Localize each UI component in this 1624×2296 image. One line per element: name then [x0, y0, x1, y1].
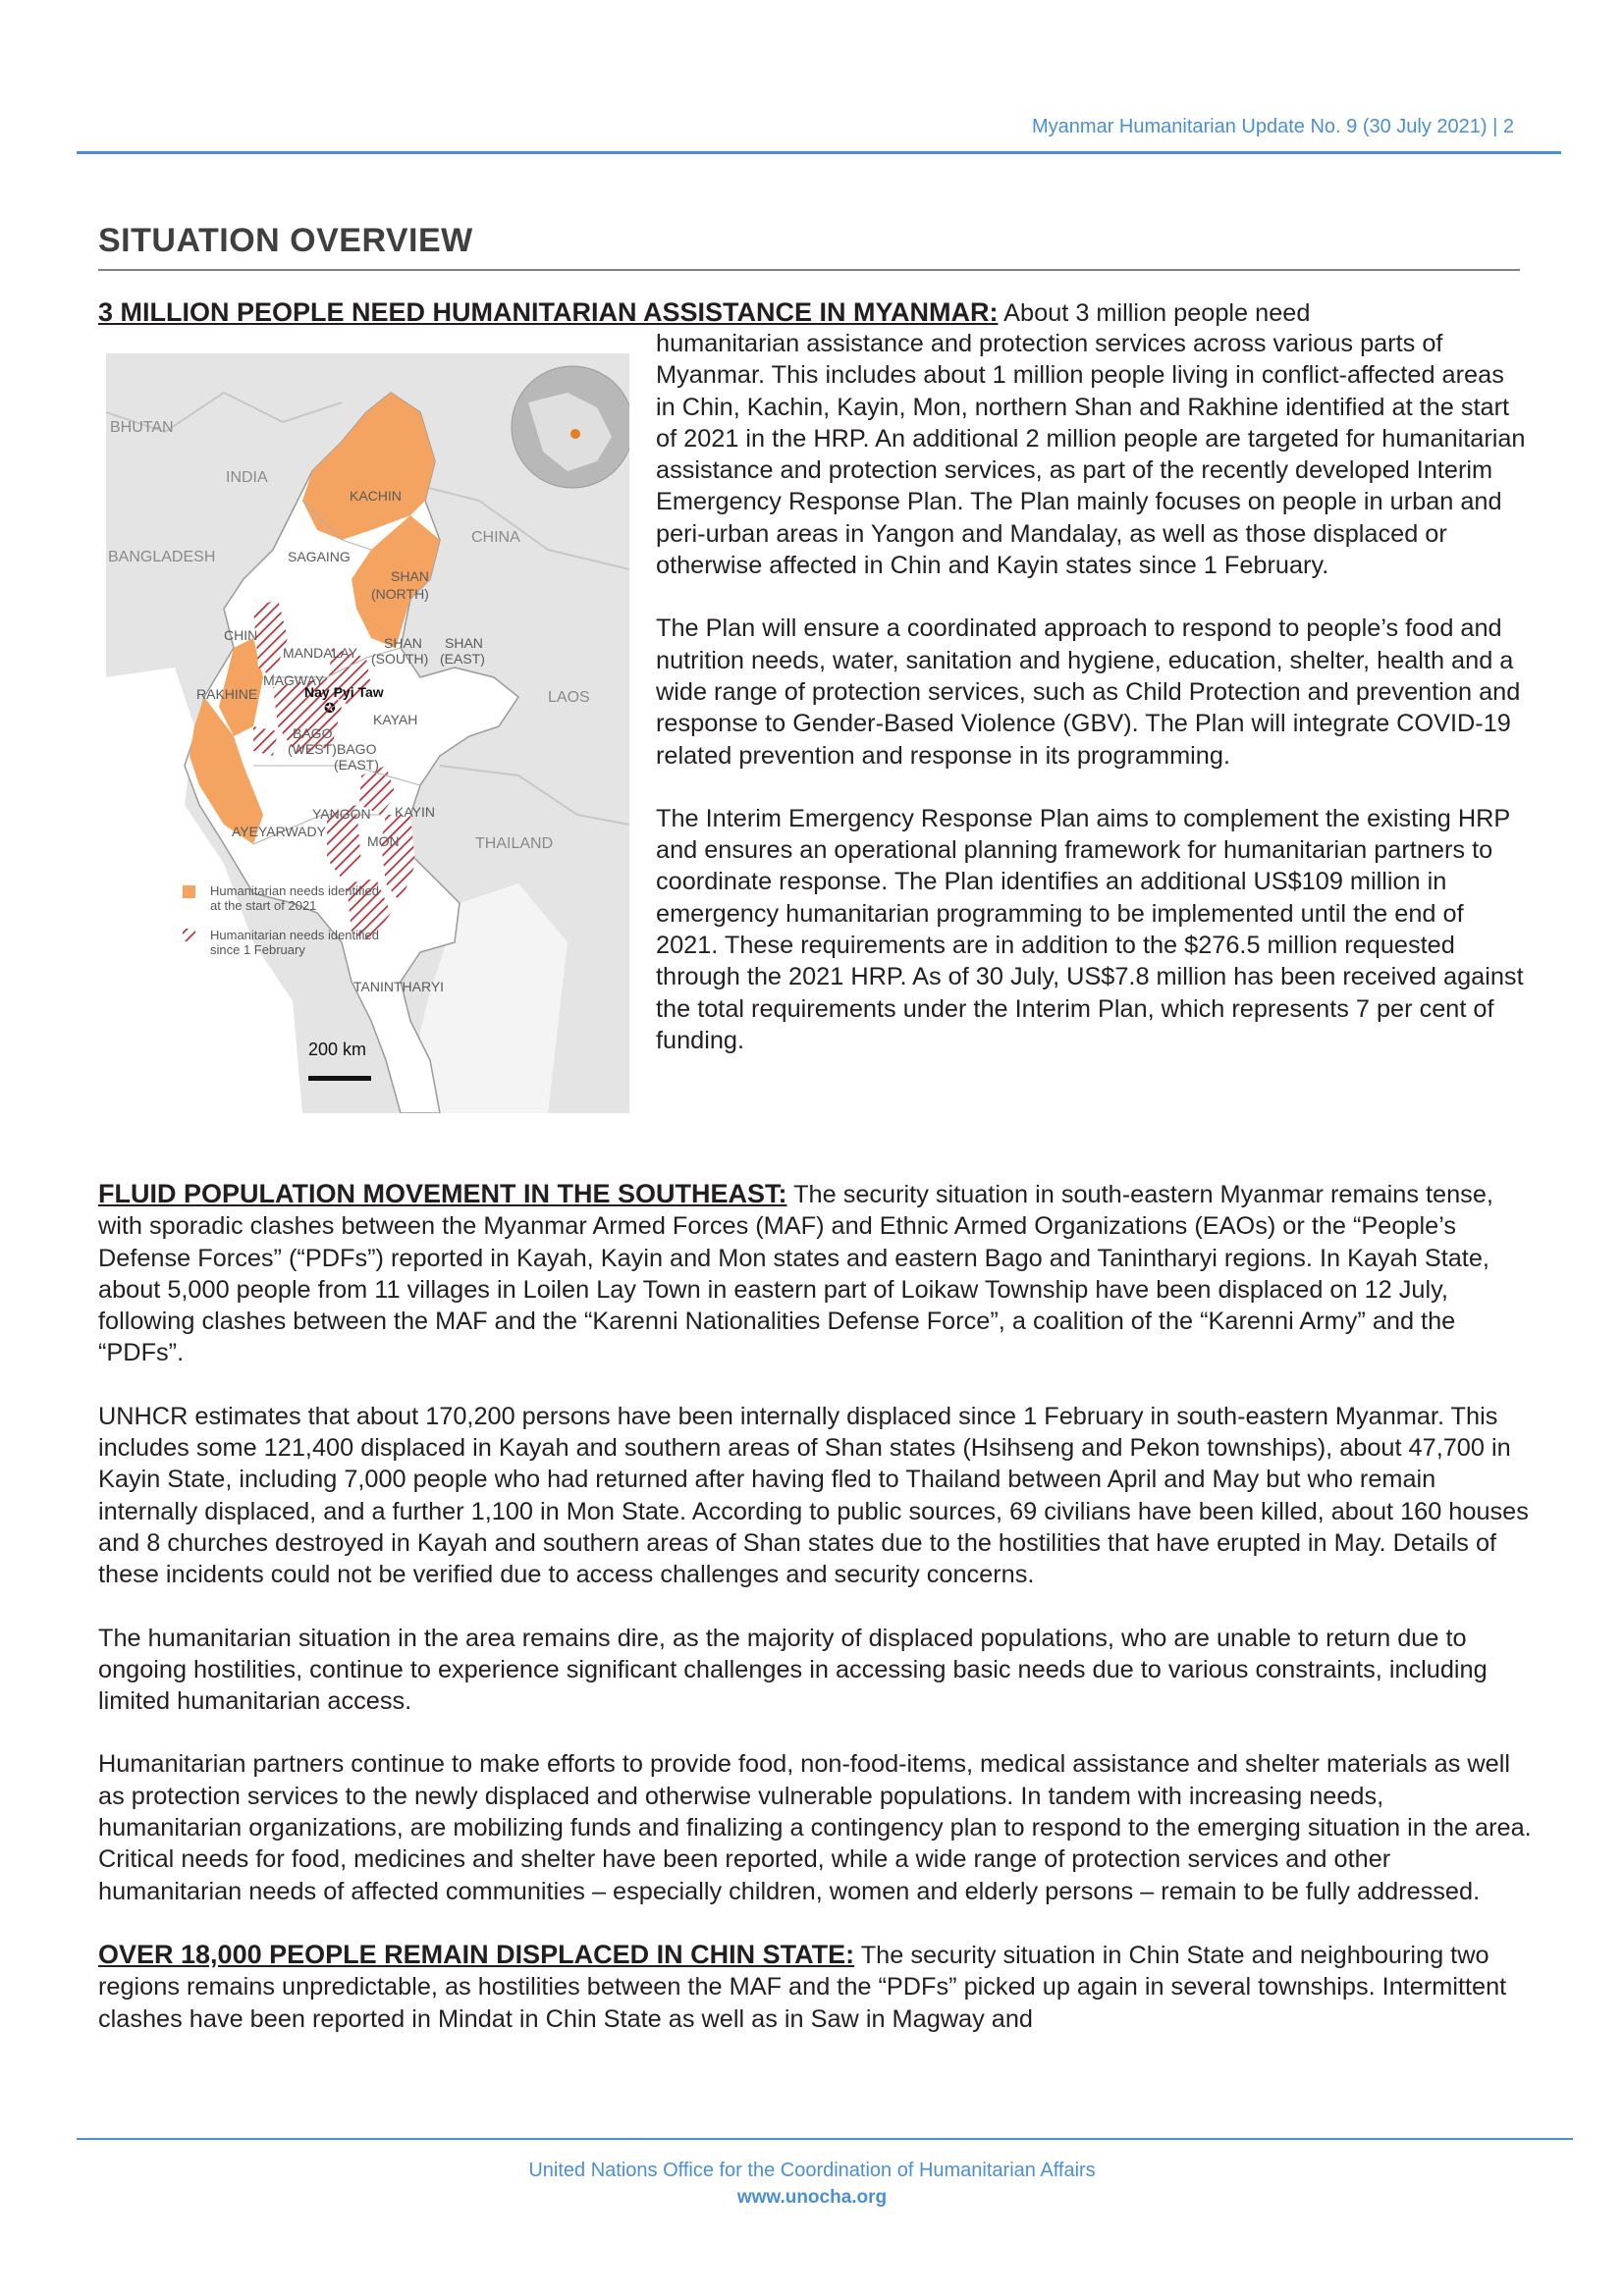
chin-heading: OVER 18,000 PEOPLE REMAIN DISPLACED IN CHIN STATE:	[98, 1939, 855, 1969]
page-header-title: Myanmar Humanitarian Update No. 9 (30 July 2021) | 2	[1032, 116, 1514, 137]
label-shan-east-2: (EAST)	[440, 651, 485, 667]
southeast-paragraph-3: The humanitarian situation in the area remains dire, as the majority of displaced populations, who are unable to return due to ongoing hostilities, continue to experience significant challenges in accessing basic needs due to various constraints, including limited humanitarian access.	[98, 1624, 1488, 1716]
southeast-heading: FLUID POPULATION MOVEMENT IN THE SOUTHEAST:	[98, 1179, 787, 1208]
legend-orange-swatch	[183, 885, 195, 898]
footer-website-link[interactable]: www.unocha.org	[736, 2187, 888, 2208]
label-yangon: YANGON	[312, 806, 371, 822]
southeast-paragraph-4: Humanitarian partners continue to make efforts to provide food, non-food-items, medical assistance and shelter materials as well as protection services to the newly displaced and otherwise vulnerable populations. In tandem with increasing needs, humanitarian organizations, are mobilizing funds and finalizing a contingency plan to respond to the emerging situation in the area. Critical needs for food, medicines and shelter have been reported, while a wide range of protection services and other humanitarian needs of affected communities – especially children, women and elderly persons – remain to be fully addressed.	[98, 1750, 1532, 1905]
scale-label: 200 km	[308, 1040, 367, 1059]
label-shan-north-2: (NORTH)	[371, 586, 429, 602]
intro-heading: 3 MILLION PEOPLE NEED HUMANITARIAN ASSISTANCE IN MYANMAR:	[98, 297, 999, 327]
intro-paragraph-1: humanitarian assistance and protection services across various parts of Myanmar. This includes about 1 million people living in conflict-affected areas in Chin, Kachin, Kayin, Mon, northern Shan and Rakhine identified at the start of 2021 in the HRP. An additional 2 million people are targeted for humanitarian assistance and protection services, as part of the recently developed Interim Emergency Response Plan. The Plan mainly focuses on people in urban and peri-urban areas in Yangon and Mandalay, as well as those displaced or otherwise affected in Chin and Kayin states since 1 February.	[656, 330, 1526, 580]
legend-orange-line-1: Humanitarian needs identified	[210, 883, 379, 898]
label-bago-east-2: (EAST)	[334, 757, 379, 773]
legend-orange-line-2: at the start of 2021	[210, 898, 317, 913]
intro-paragraph-2: The Plan will ensure a coordinated approach to respond to people’s food and nutrition needs, water, sanitation and hygiene, education, shelter, health and a wide range of protection services, such as Child Protection and prevention and response to Gender-Based Violence (GBV). The Plan will integrate COVID-19 related prevention and response in its programming.	[656, 614, 1521, 770]
chin-paragraph-1	[98, 1939, 1532, 2035]
label-mon: MON	[367, 833, 400, 849]
label-kayin: KAYIN	[395, 804, 435, 820]
label-china: CHINA	[471, 529, 520, 546]
label-bangladesh: BANGLADESH	[108, 549, 216, 565]
label-chin: CHIN	[224, 627, 258, 643]
label-bago-west-2: (WEST)	[288, 741, 337, 757]
label-laos: LAOS	[548, 689, 590, 706]
label-shan-north-1: SHAN	[391, 568, 429, 584]
myanmar-map	[106, 353, 629, 1113]
intro-paragraph-3: The Interim Emergency Response Plan aims to complement the existing HRP and ensures an operational planning framework for humanitarian partners to coordinate response. The Plan identifies an additional US$109 million in emergency humanitarian programming to be implemented until the end of 2021. These requirements are in addition to the $276.5 million requested through the 2021 HRP. As of 30 July, US$7.8 million has been received against the total requirements under the Interim Plan, which represents 7 per cent of funding.	[656, 804, 1524, 1054]
intro-heading-line	[98, 296, 1532, 329]
lower-body	[98, 1178, 1532, 2066]
footer-divider	[77, 2138, 1573, 2140]
label-tanintharyi: TANINTHARYI	[353, 979, 445, 994]
label-shan-east-1: SHAN	[445, 635, 483, 651]
label-india: INDIA	[226, 469, 268, 486]
legend-hatch-line-1: Humanitarian needs identified	[210, 928, 379, 942]
capital-star-icon: ✪	[324, 700, 336, 716]
southeast-paragraph-1	[98, 1178, 1532, 1369]
label-ayeyarwady: AYEYARWADY	[232, 824, 326, 839]
section-title: SITUATION OVERVIEW	[98, 222, 473, 259]
label-thailand: THAILAND	[475, 835, 554, 852]
southeast-lead-text: The security situation in south-eastern Myanmar remains tense, with sporadic clashes between the Myanmar Armed Forces (MAF) and Ethnic Armed Organizations (EAOs) or the “People’s Defense Forces” (“PDFs”) reported in Kayah, Kayin and Mon states and eastern Bago and Tanintharyi regions. In Kayah State, about 5,000 people from 11 villages in Loilen Lay Town in eastern part of Loikaw Township have been displaced on 12 July, following clashes between the MAF and the “Karenni Nationalities Defense Force”, a coalition of the “Karenni Army” and the “PDFs”.	[98, 1181, 1493, 1367]
label-capital: Nay Pyi Taw	[304, 684, 384, 700]
intro-body	[656, 328, 1528, 1088]
label-shan-south-1: SHAN	[384, 635, 422, 651]
header-divider	[77, 151, 1561, 154]
label-mandalay: MANDALAY	[283, 645, 357, 661]
label-bago-east-1: BAGO	[337, 741, 377, 757]
label-sagaing: SAGAING	[288, 549, 351, 564]
label-bhutan: BHUTAN	[110, 419, 174, 436]
label-magway: MAGWAY	[263, 672, 325, 688]
label-kachin: KACHIN	[350, 488, 402, 504]
label-kayah: KAYAH	[373, 712, 418, 727]
legend-hatch-line-2: since 1 February	[210, 942, 305, 957]
scale-bar	[308, 1076, 371, 1081]
footer-organization: United Nations Office for the Coordination of Humanitarian Affairs	[528, 2160, 1096, 2181]
label-shan-south-2: (SOUTH)	[371, 651, 429, 667]
label-rakhine: RAKHINE	[196, 686, 258, 702]
globe-location-marker	[570, 429, 580, 439]
map-svg	[106, 353, 629, 1113]
chin-lead-text: The security situation in Chin State and neighbouring two regions remains unpredictable, as hostilities between the MAF and the “PDFs” picked up again in several townships. Intermittent clashes have been reported in Mindat in Chin State as well as in Saw in Magway and	[98, 1941, 1507, 2033]
label-bago-west-1: BAGO	[293, 725, 333, 741]
legend-hatch-swatch	[183, 929, 195, 941]
section-divider	[98, 269, 1520, 271]
southeast-paragraph-2: UNHCR estimates that about 170,200 persons have been internally displaced since 1 February in south-eastern Myanmar. This includes some 121,400 displaced in Kayah and southern areas of Shan states (Hsihseng and Pekon townships), about 47,700 in Kayin State, including 7,000 people who had returned after having fled to Thailand between April and May but who remain internally displaced, and a further 1,100 in Mon State. According to public sources, 69 civilians have been killed, about 160 houses and 8 churches destroyed in Kayah and southern areas of Shan states due to the hostilities that have erupted in May. Details of these incidents could not be verified due to access challenges and security concerns.	[98, 1402, 1529, 1589]
intro-lead-text: About 3 million people need	[998, 299, 1311, 327]
